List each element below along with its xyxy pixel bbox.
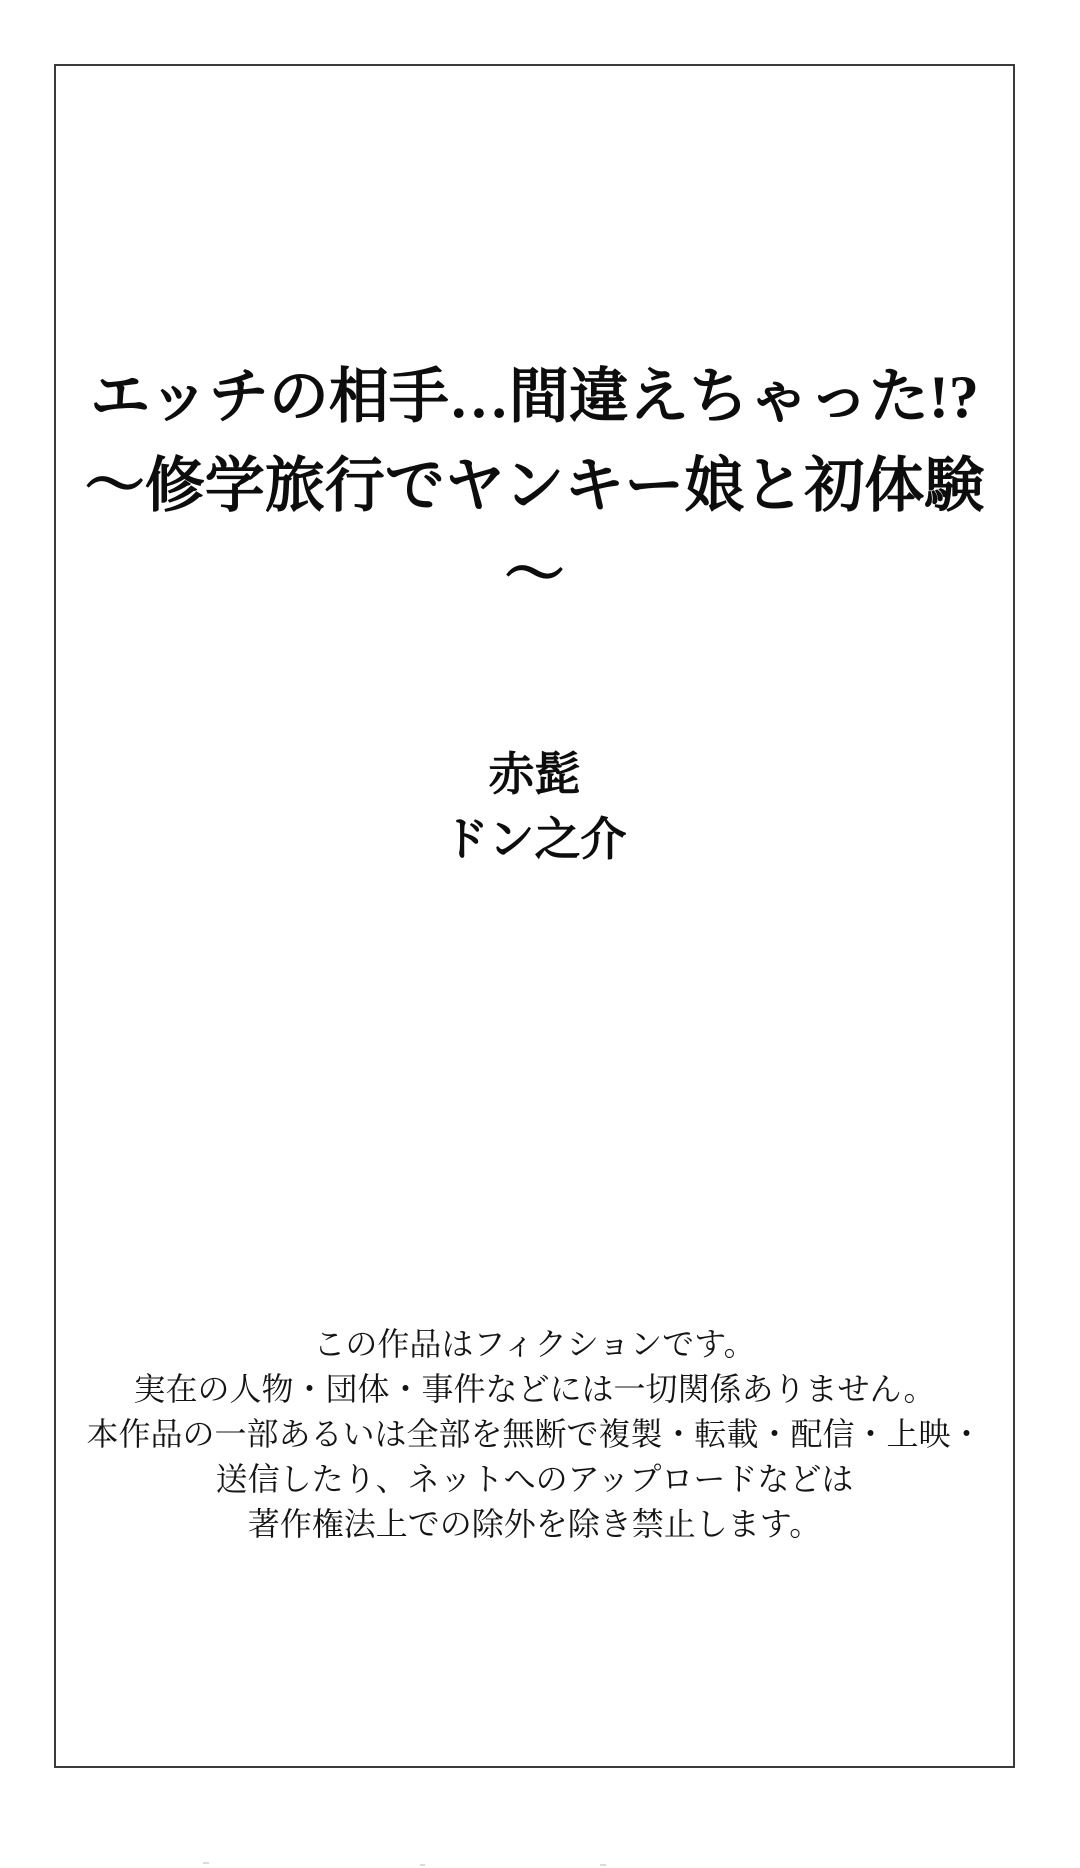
disclaimer-line-3: 本作品の一部あるいは全部を無断で複製・転載・配信・上映・ [86, 1416, 983, 1452]
credit-primary: 赤髭 [488, 749, 581, 800]
disclaimer-text [56, 1322, 1013, 1547]
work-title-line1: エッチの相手…間違えちゃった!? [90, 364, 979, 430]
work-title [56, 353, 1013, 620]
author-credits [56, 742, 1013, 872]
page-frame-border [54, 64, 1015, 1768]
disclaimer-line-1: この作品はフィクションです。 [313, 1326, 756, 1362]
work-title-line2: ～修学旅行でヤンキー娘と初体験～ [84, 453, 985, 608]
scan-edge-artifact [420, 1864, 425, 1866]
disclaimer-line-2: 実在の人物・団体・事件などには一切関係ありません。 [133, 1371, 936, 1407]
disclaimer-line-4: 送信したり、ネットへのアップロードなどは [215, 1461, 854, 1497]
scan-edge-artifact [600, 1864, 606, 1866]
scan-edge-artifact [203, 1862, 209, 1864]
credit-secondary: ドン之介 [442, 814, 627, 865]
disclaimer-line-5: 著作権法上での除外を除き禁止します。 [247, 1506, 822, 1542]
